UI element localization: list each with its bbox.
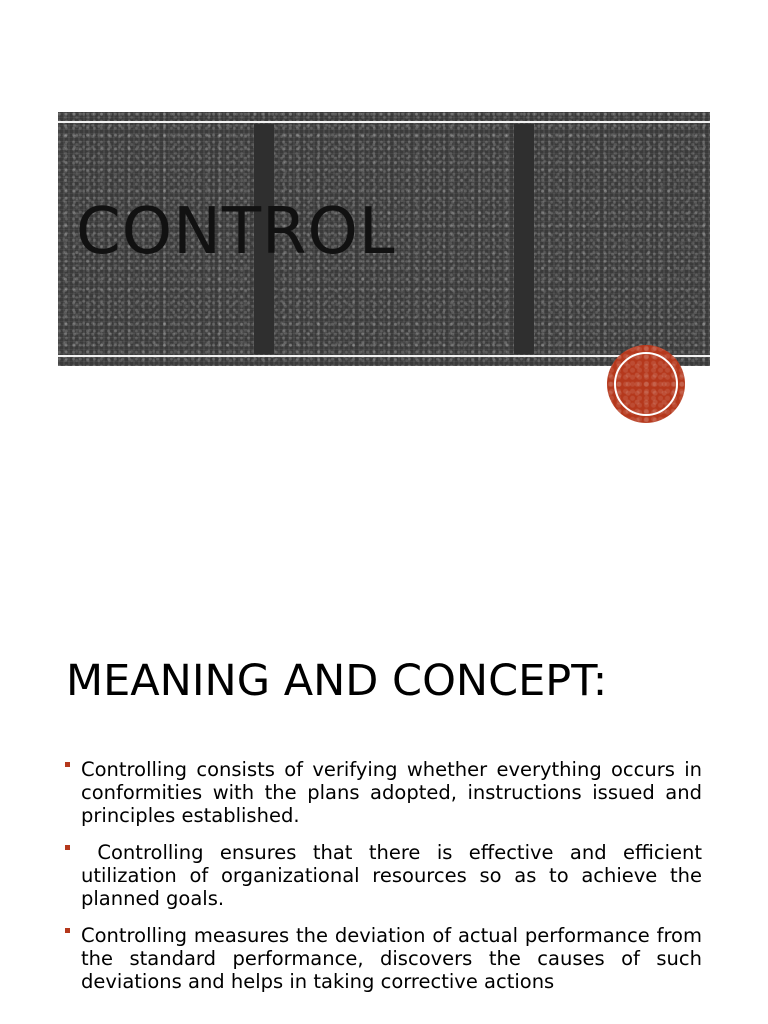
badge-ring [614,352,678,416]
square-bullet-icon [65,845,70,850]
list-item [62,924,702,993]
title-banner [58,112,710,366]
bullet-text: Controlling ensures that there is effective and efficient utilization of organizational resources so as to achieve the planned goals. [81,841,709,910]
bullet-text: Controlling measures the deviation of actual performance from the standard performance, discovers the causes of such deviations and helps in taking corrective actions [81,924,702,993]
banner-top-rule [58,121,710,123]
circle-badge-icon [607,345,685,423]
square-bullet-icon [65,762,70,767]
slide-title: CONTROL [76,195,396,269]
list-item [62,841,709,910]
square-bullet-icon [65,928,70,933]
bullet-list [62,758,709,1007]
bullet-text: Controlling consists of verifying whether everything occurs in conformities with the plans adopted, instructions issued and principles established. [81,758,702,827]
banner-seam-right [514,124,534,354]
section-heading: MEANING AND CONCEPT: [66,656,608,706]
banner-bottom-rule [58,355,710,357]
list-item [62,758,702,827]
